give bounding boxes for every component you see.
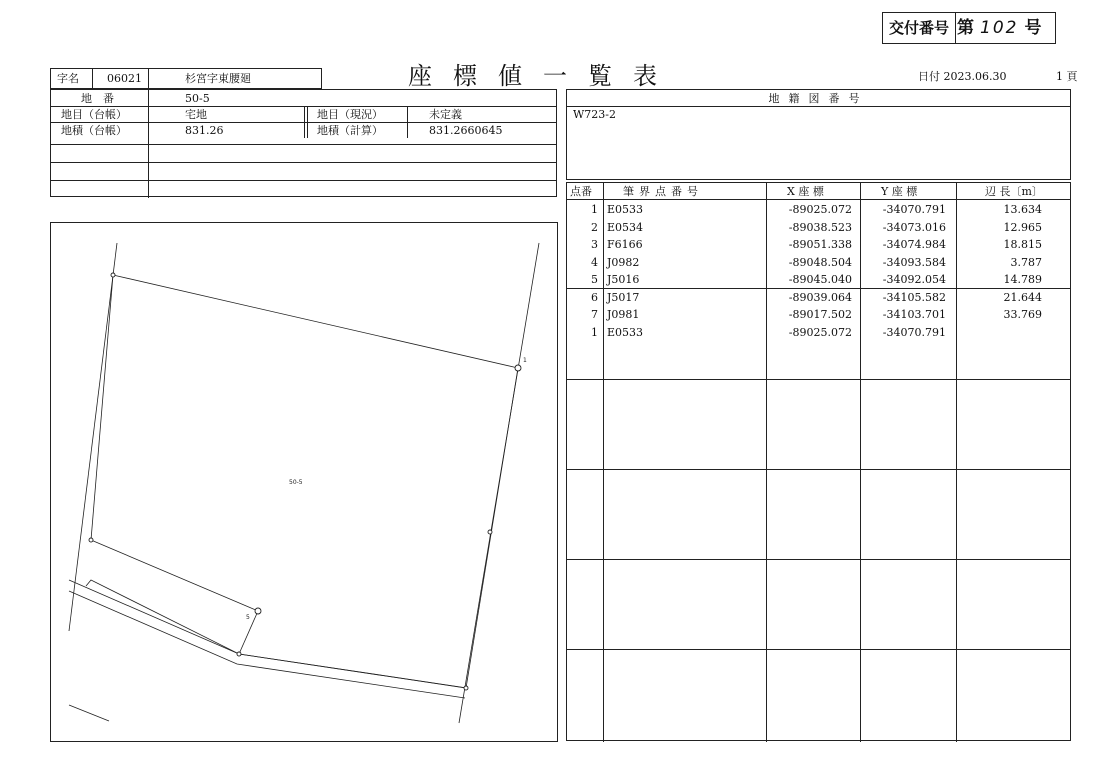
row-y: -34070.791 <box>882 325 946 339</box>
row-point-id: J5017 <box>607 290 640 304</box>
chimoku-genkyo-value: 未定義 <box>429 108 462 121</box>
chiseki-daicho-value: 831.26 <box>185 124 224 137</box>
aza-row <box>50 68 322 89</box>
row-length: 12.965 <box>1003 220 1042 234</box>
issue-number-stamp <box>882 12 1056 44</box>
chimoku-daicho-label: 地目（台帳） <box>61 108 127 121</box>
header-no: 点番 <box>570 185 592 198</box>
issue-number-label: 交付番号 <box>883 13 956 43</box>
row-x: -89051.338 <box>788 238 852 251</box>
road-stub-line <box>69 705 109 721</box>
parcel-map-drawing <box>51 223 557 741</box>
row-length: 13.634 <box>1003 203 1042 216</box>
row-length: 21.644 <box>1003 290 1042 304</box>
table-row <box>567 236 1072 253</box>
row-no: 6 <box>591 290 598 304</box>
parcel-map <box>50 222 558 742</box>
aza-name: 杉宮字東腰廻 <box>185 72 251 85</box>
boundary-point <box>464 686 468 690</box>
chiseki-daicho-label: 地積（台帳） <box>61 124 127 137</box>
row-point-id: E0533 <box>607 203 644 216</box>
table-row <box>567 306 1072 323</box>
issue-number-value: 102 <box>980 18 1019 38</box>
row-point-id: E0533 <box>607 325 644 339</box>
aza-label: 字名 <box>51 69 93 88</box>
chizu-number-box <box>566 89 1071 180</box>
boundary-point-1 <box>515 365 521 371</box>
issue-number-suffix: 号 <box>1024 18 1042 38</box>
table-row <box>567 271 1072 288</box>
header-y: Y 座 標 <box>881 185 918 198</box>
table-row <box>567 201 1072 218</box>
row-length: 18.815 <box>1003 238 1042 251</box>
table-row <box>567 219 1072 236</box>
row-point-id: E0534 <box>607 220 644 234</box>
row-x: -89039.064 <box>788 290 852 304</box>
row-no: 7 <box>591 308 598 321</box>
road-line-1 <box>69 580 467 688</box>
issue-number <box>957 13 1055 43</box>
table-row <box>567 289 1072 306</box>
table-row <box>567 254 1072 271</box>
issue-number-prefix: 第 <box>957 18 974 38</box>
map-point-1-label: 1 <box>523 357 527 364</box>
row-x: -89038.523 <box>788 220 852 234</box>
document-date: 日付 2023.06.30 <box>918 70 1007 83</box>
boundary-point <box>237 652 241 656</box>
header-length: 辺 長〔m〕 <box>985 185 1043 198</box>
row-y: -34105.582 <box>882 290 946 304</box>
row-point-id: J0981 <box>607 308 640 321</box>
left-boundary-line <box>69 243 117 631</box>
parcel-west-edge <box>91 275 113 540</box>
boundary-point <box>89 538 93 542</box>
chiseki-keisan-value: 831.2660645 <box>429 124 503 137</box>
map-point-5-label: 5 <box>246 614 250 621</box>
row-no: 3 <box>591 238 598 251</box>
row-y: -34074.984 <box>882 238 946 251</box>
chimoku-genkyo-label: 地目（現況） <box>317 108 383 121</box>
row-length: 3.787 <box>1010 255 1042 269</box>
boundary-point <box>488 530 492 534</box>
chimoku-daicho-value: 宅地 <box>185 108 207 121</box>
row-no: 2 <box>591 220 598 234</box>
coordinates-header-row <box>567 183 1072 200</box>
row-y: -34093.584 <box>882 255 946 269</box>
table-row <box>567 324 1072 341</box>
chizu-header: 地籍図番号 <box>768 92 869 105</box>
chiban-value: 50-5 <box>185 92 210 105</box>
boundary-point <box>111 273 115 277</box>
row-length: 33.769 <box>1003 308 1042 321</box>
row-no: 5 <box>591 273 598 286</box>
header-x: X 座 標 <box>787 185 824 198</box>
chiseki-keisan-label: 地積（計算） <box>317 124 383 137</box>
row-x: -89017.502 <box>788 308 852 321</box>
boundary-point-5 <box>255 608 261 614</box>
chizu-value: W723-2 <box>573 108 617 121</box>
row-no: 1 <box>591 325 598 339</box>
row-length: 14.789 <box>1003 273 1042 286</box>
row-point-id: F6166 <box>607 238 643 251</box>
page-title: 座標値一覧表 <box>408 62 678 90</box>
aza-code: 06021 <box>93 69 149 88</box>
header-point-id: 筆界点番号 <box>623 185 703 198</box>
row-point-id: J5016 <box>607 273 640 286</box>
row-y: -34070.791 <box>882 203 946 216</box>
row-x: -89048.504 <box>788 255 852 269</box>
map-parcel-label: 50-5 <box>289 479 303 486</box>
row-x: -89025.072 <box>788 203 852 216</box>
page-number: 1 頁 <box>1056 70 1078 83</box>
row-x: -89025.072 <box>788 325 852 339</box>
parcel-info-table <box>50 89 557 197</box>
row-y: -34092.054 <box>882 273 946 286</box>
row-x: -89045.040 <box>788 273 852 286</box>
chiban-label: 地 番 <box>81 92 114 105</box>
row-no: 1 <box>591 203 598 216</box>
road-line-2 <box>69 591 465 698</box>
row-no: 4 <box>591 255 598 269</box>
row-y: -34073.016 <box>882 220 946 234</box>
row-point-id: J0982 <box>607 255 640 269</box>
coordinates-table <box>566 182 1071 741</box>
row-y: -34103.701 <box>882 308 946 321</box>
